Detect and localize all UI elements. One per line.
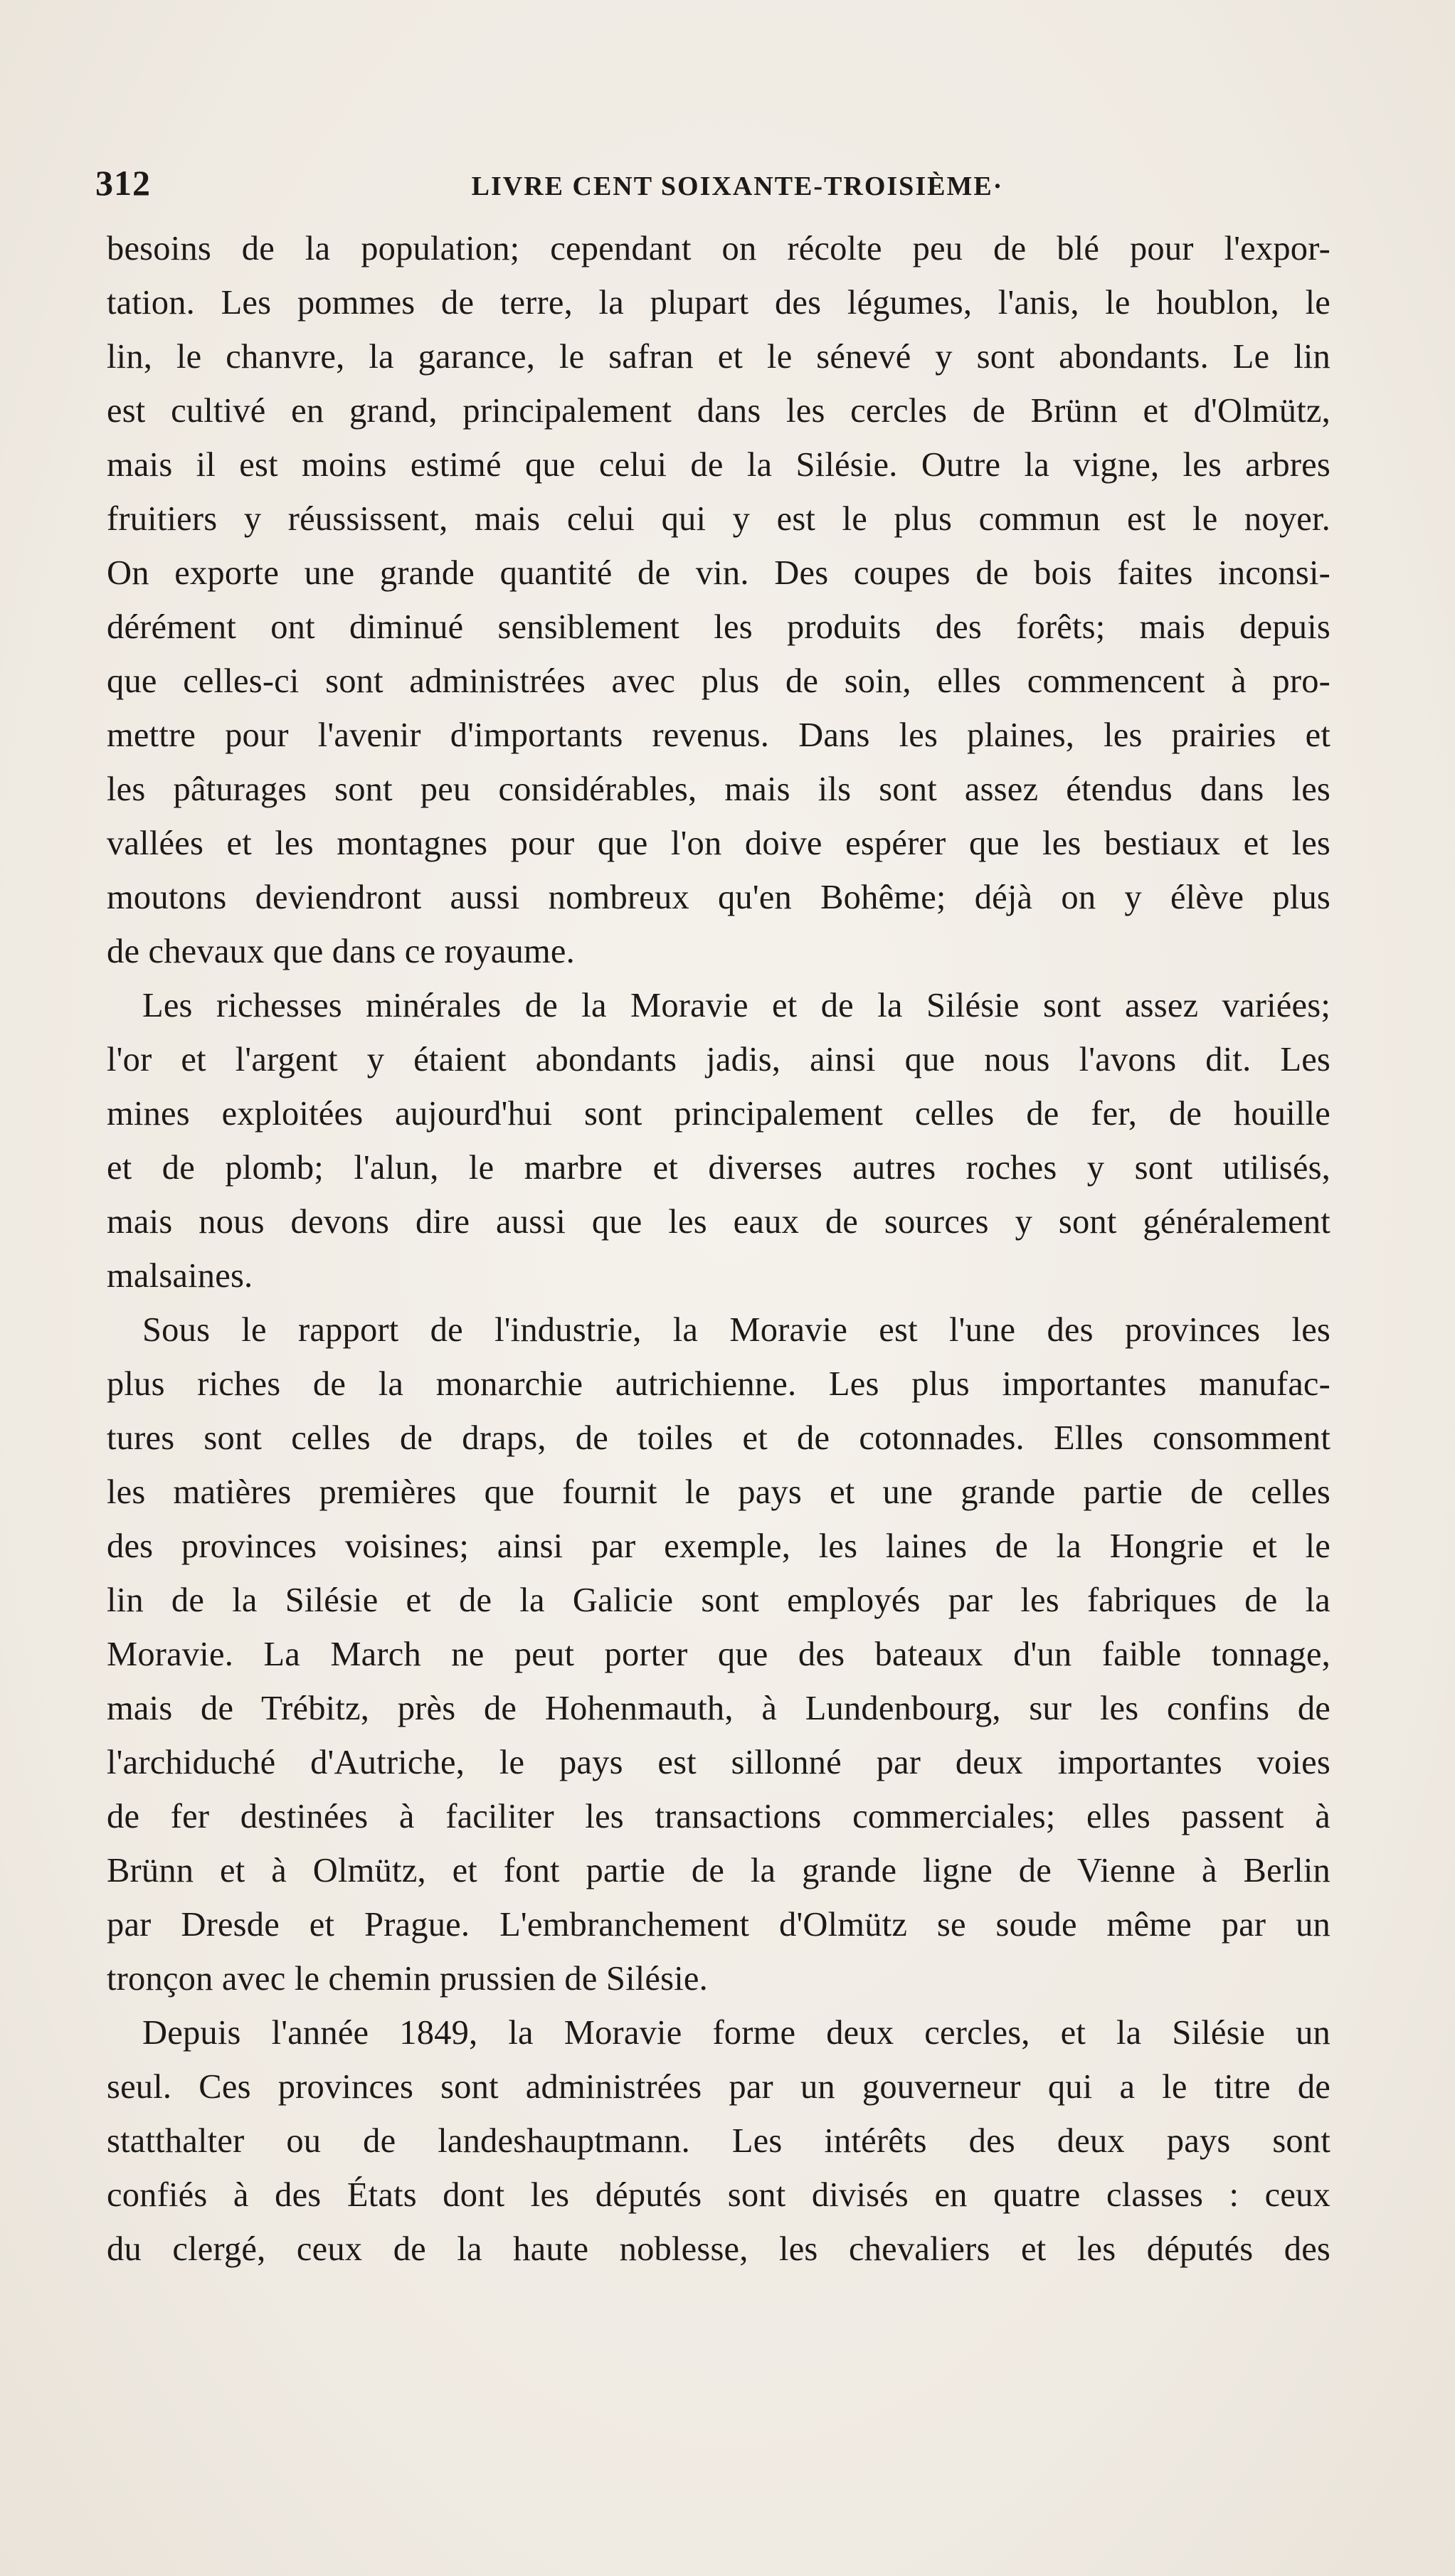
text-line: tation. Les pommes de terre, la plupart des légumes, l'anis, le houblon, le: [107, 284, 1330, 322]
text-line: tronçon avec le chemin prussien de Silésie.: [107, 1960, 708, 1998]
page-number: 312: [95, 163, 151, 203]
text-line: que celles-ci sont administrées avec plus de soin, elles commencent à pro-: [107, 662, 1330, 700]
text-line: mettre pour l'avenir d'importants revenus. Dans les plaines, les prairies et: [107, 716, 1330, 754]
text-line: mais de Trébitz, près de Hohenmauth, à Lundenbourg, sur les confins de: [107, 1690, 1330, 1727]
text-line: mines exploitées aujourd'hui sont principalement celles de fer, de houille: [107, 1095, 1330, 1133]
text-line: de chevaux que dans ce royaume.: [107, 933, 575, 970]
paragraph-agriculture: [107, 222, 1330, 979]
text-line: de fer destinées à faciliter les transactions commerciales; elles passent à: [107, 1798, 1330, 1835]
text-line: malsaines.: [107, 1257, 253, 1295]
text-line: statthalter ou de landeshauptmann. Les intérêts des deux pays sont: [107, 2122, 1330, 2160]
text-line: est cultivé en grand, principalement dans les cercles de Brünn et d'Olmütz,: [107, 392, 1330, 430]
text-line: confiés à des États dont les députés sont divisés en quatre classes : ceux: [107, 2176, 1330, 2214]
text-line: lin, le chanvre, la garance, le safran et le sénevé y sont abondants. Le lin: [107, 338, 1330, 376]
text-line: les matières premières que fournit le pays et une grande partie de celles: [107, 1473, 1330, 1511]
paragraph-administration: [107, 2006, 1330, 2276]
text-line: Depuis l'année 1849, la Moravie forme deux cercles, et la Silésie un: [142, 2014, 1330, 2052]
text-line: seul. Ces provinces sont administrées par un gouverneur qui a le titre de: [107, 2068, 1330, 2106]
text-line: Les richesses minérales de la Moravie et de la Silésie sont assez variées;: [142, 987, 1330, 1024]
text-line: l'archiduché d'Autriche, le pays est sillonné par deux importantes voies: [107, 1744, 1330, 1781]
text-line: fruitiers y réussissent, mais celui qui y est le plus commun est le noyer.: [107, 500, 1330, 538]
body-text: [107, 222, 1330, 2276]
text-line: besoins de la population; cependant on récolte peu de blé pour l'expor-: [107, 230, 1330, 267]
text-line: du clergé, ceux de la haute noblesse, les chevaliers et les députés des: [107, 2230, 1330, 2268]
running-head: [95, 162, 1330, 205]
text-line: des provinces voisines; ainsi par exemple, les laines de la Hongrie et le: [107, 1527, 1330, 1565]
text-line: Sous le rapport de l'industrie, la Moravie est l'une des provinces les: [142, 1311, 1330, 1349]
text-line: par Dresde et Prague. L'embranchement d'Olmütz se soude même par un: [107, 1906, 1330, 1944]
text-line: plus riches de la monarchie autrichienne. Les plus importantes manufac-: [107, 1365, 1330, 1403]
text-line: les pâturages sont peu considérables, mais ils sont assez étendus dans les: [107, 770, 1330, 808]
text-line: lin de la Silésie et de la Galicie sont employés par les fabriques de la: [107, 1581, 1330, 1619]
paragraph-minerals: [107, 979, 1330, 1303]
text-line: On exporte une grande quantité de vin. Des coupes de bois faites inconsi-: [107, 554, 1330, 592]
text-line: Brünn et à Olmütz, et font partie de la grande ligne de Vienne à Berlin: [107, 1852, 1330, 1889]
running-title: LIVRE CENT SOIXANTE-TROISIÈME·: [471, 171, 1004, 201]
text-line: tures sont celles de draps, de toiles et de cotonnades. Elles consomment: [107, 1419, 1330, 1457]
text-line: Moravie. La March ne peut porter que des bateaux d'un faible tonnage,: [107, 1636, 1330, 1673]
text-line: mais nous devons dire aussi que les eaux de sources y sont généralement: [107, 1203, 1330, 1241]
text-line: et de plomb; l'alun, le marbre et diverses autres roches y sont utilisés,: [107, 1149, 1330, 1187]
text-line: l'or et l'argent y étaient abondants jadis, ainsi que nous l'avons dit. Les: [107, 1041, 1330, 1078]
text-line: dérément ont diminué sensiblement les produits des forêts; mais depuis: [107, 608, 1330, 646]
paragraph-industry: [107, 1303, 1330, 2006]
text-line: vallées et les montagnes pour que l'on doive espérer que les bestiaux et les: [107, 825, 1330, 862]
text-line: mais il est moins estimé que celui de la Silésie. Outre la vigne, les arbres: [107, 446, 1330, 484]
text-line: moutons deviendront aussi nombreux qu'en Bohême; déjà on y élève plus: [107, 879, 1330, 916]
